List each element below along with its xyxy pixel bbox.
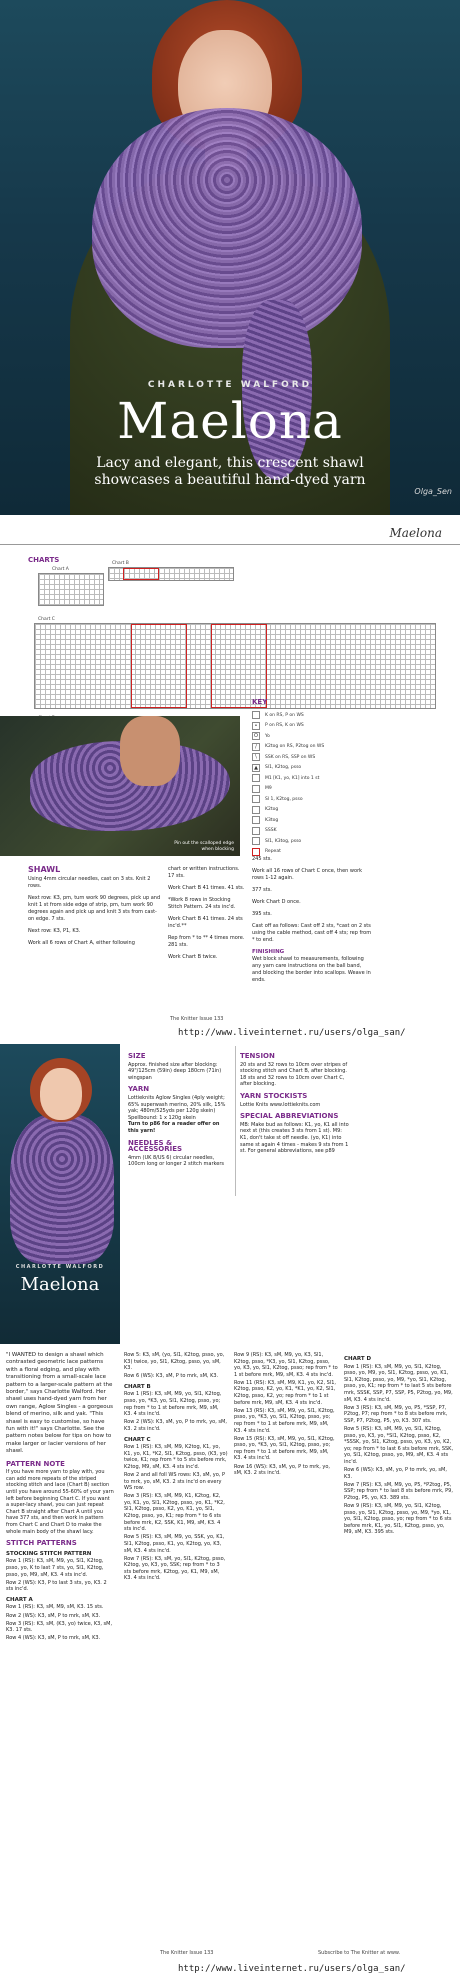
instruction-line: Cast off as follows: Cast off 2 sts, *cast on 2 sts using the cable method, cast off 4 sts; rep from * to end.: [252, 923, 372, 943]
shawl-image: [10, 1114, 114, 1264]
chart-c-label: Chart C: [38, 617, 55, 622]
chartd-heading: CHART D: [344, 1356, 372, 1362]
chart-a-grid: [38, 573, 104, 606]
cover-photo: [0, 0, 460, 515]
tension-column: [240, 1048, 350, 1155]
shawl-instructions: [28, 866, 163, 952]
instruction-row: Row 9 (RS): K3, sM, M9, yo, K3, Sl1, K2tog, psso, *K3, yo, Sl1, K2tog, psso, yo, K3, yo, Sl1, K2tog, psso; rep from * to 1 st before mrk, M9, sM, K3. 4 sts inc'd.: [234, 1352, 338, 1378]
chartc-heading: CHART C: [124, 1436, 151, 1443]
key-item: O Yo: [252, 731, 452, 742]
designer-quote: "I WANTED to design a shawl which contrasted geometric lace patterns with a floral edging, and play with transitioning from a small-scale lace pattern to a larger-scale pattern at the border," says Charlotte Walford. Her shawl uses hand-dyed yarn from her own range, Aglow Singles - a gorgeous blend of merino, silk and yak. "This shawl is easy to customise, so have fun with it!" says Charlotte. See the pattern notes below for tips on how to make larger or lacier versions of her shawl.: [6, 1352, 113, 1455]
source-url[interactable]: http://www.liveinternet.ru/users/olga_san/: [178, 1964, 406, 1974]
next-row-2: Next row: K3, P1, K3.: [28, 928, 81, 934]
instruction-row: Row 5 (RS): K3, sM, M9, yo, Sl1, K2tog, psso, yo, K3, yo, *Sl1, K2tog, psso, K2, *SSSK, yo, Sl1, K2tog, psso, yo, K3, yo, K2, yo; rep from * to last 6 sts before mrk, SSK, yo, Sl1, K2tog, psso, yo, M9, sM, K3. 4 sts inc'd.: [344, 1425, 454, 1465]
key-item: M9: [252, 784, 452, 795]
key-item: Sl 1, K2tog, psso: [252, 794, 452, 805]
stocking-heading: STOCKING STITCH PATTERN: [6, 1550, 92, 1557]
key-item: K on RS, P on WS: [252, 710, 452, 721]
key-item: / K2tog on RS, P2tog on WS: [252, 742, 452, 753]
instruction-row: Row 6 (WS): K3, sM, P to mrk, sM, K3.: [124, 1373, 219, 1380]
charts-page: [0, 516, 460, 1044]
shawl-tail-image: [242, 300, 312, 480]
instruction-row: Row 3 (RS): K3, sM, M9, K1, K2tog, K2, yo, K1, yo, Sl1, K2tog, psso, yo, K1, *K2, Sl1, K2tog, psso, K2, yo, K1, yo, Sl1, K2tog, psso, yo, K1; rep from * to 6 sts before mrk, K2, SSK, K1, M9, sM, K3. 4 sts inc'd.: [124, 1493, 225, 1533]
instruction-row: Row 3 (RS): K3, sM, M9, yo, P5, *SSP, P7, P2tog, P7; rep from * to 8 sts before mrk, SSP, P7, P2tog, P5, yo, K3. 307 sts.: [344, 1404, 448, 1424]
source-url[interactable]: http://www.liveinternet.ru/users/olga_san/: [178, 1028, 406, 1038]
running-head: Maelona: [389, 526, 442, 540]
key-item: \ SSK on RS, SSP on WS: [252, 752, 452, 763]
instruction-row: Row 1 (RS): K3, sM, M9, sM, K3. 15 sts.: [6, 1604, 104, 1611]
instruction-row: Row 3 (RS): K3, sM, (K3, yo) twice, K3, sM, K3. 17 sts.: [6, 1620, 113, 1634]
instruction-row: Row 2 (WS): K3, P to last 3 sts, yo, K3. 2 sts inc'd.: [6, 1579, 107, 1593]
abbr-heading: SPECIAL ABBREVIATIONS: [240, 1112, 339, 1121]
repeat-box: [131, 624, 187, 708]
watermark: Olga_Sen: [414, 487, 452, 496]
model-image: [120, 716, 180, 786]
stockists-heading: YARN STOCKISTS: [240, 1091, 308, 1100]
instruction-line: *Work 8 rows in Stocking Stitch Pattern. 24 sts inc'd.: [168, 897, 236, 910]
photo-caption: Pin out the scalloped edge when blocking: [174, 841, 234, 852]
chart-d-column: [344, 1352, 454, 1537]
instruction-row: Row 5: K3, sM, (yo, Sl1, K2tog, psso, yo, K3) twice, yo, Sl1, K2tog, psso, yo, sM, K3.: [124, 1352, 225, 1372]
shawl-instructions-right: [252, 856, 372, 989]
page-footer: The Knitter Issue 133: [160, 1950, 214, 1956]
work-all: Work all 6 rows of Chart A, either following: [28, 940, 135, 946]
key-list: [252, 710, 452, 857]
shawl-intro: Using 4mm circular needles, cast on 3 sts. Knit 2 rows.: [28, 876, 151, 889]
key-item: K3tog: [252, 815, 452, 826]
finishing-heading: FINISHING: [252, 949, 285, 955]
instruction-line: 395 sts.: [252, 911, 272, 917]
instruction-row: Row 5 (RS): K3, sM, M9, yo, SSK, yo, K1, Sl1, K2tog, psso, K1, yo, K2tog, yo, K3, sM, K3. 4 sts inc'd.: [124, 1534, 225, 1554]
chartb-heading: CHART B: [124, 1383, 151, 1390]
size-heading: SIZE: [128, 1052, 146, 1060]
chart-b-grid: [108, 567, 234, 581]
instruction-row: Row 2 and all foll WS rows: K3, sM, yo, P to mrk, yo, sM, K3. 2 sts inc'd on every WS row.: [124, 1472, 226, 1492]
instruction-row: Row 7 (RS): K3, sM, yo, Sl1, K2tog, psso, K2tog, yo, K3, yo, SSK; rep from * to 3 sts before mrk, K2tog, yo, K1, M9, sM, K3. 4 sts inc'd.: [124, 1555, 226, 1582]
instruction-row: Row 7 (RS): K3, sM, M9, yo, P5, *P2tog, P5, SSP; rep from * to last 8 sts before mrk, P9, P2tog, P5, yo, K3. 389 sts.: [344, 1481, 453, 1501]
tension-text: 20 sts and 32 rows to 10cm over stripes of stocking stitch and Chart B, after blocking. 18 sts and 32 rows to 10cm over Chart C, after blocking.: [240, 1061, 348, 1088]
instruction-row: Row 15 (RS): K3, sM, M9, yo, Sl1, K2tog, psso, yo, *K3, yo, Sl1, K2tog, psso, yo; rep from * to 1 st before mrk, M9, sM, K3. 4 sts inc'd.: [234, 1435, 335, 1462]
instruction-line: Work all 16 rows of Chart C once, then work rows 1-12 again.: [252, 868, 363, 881]
instruction-row: Row 13 (RS): K3, sM, M9, yo, Sl1, K2tog, psso, yo, *K3, yo, Sl1, K2tog, psso, yo; rep from * to 1 st before mrk, M9, sM, K3. 4 sts inc'd.: [234, 1407, 335, 1434]
chart-b-column: [124, 1352, 228, 1584]
instruction-line: chart or written instructions. 17 sts.: [168, 866, 240, 879]
key-item: Repeat: [252, 847, 452, 858]
repeat-box: [123, 568, 159, 580]
yarn-text-2: Spellbound: 1 x 120g skein: [128, 1114, 196, 1121]
shawl-image: [92, 108, 362, 348]
pattern-page: [0, 1044, 460, 1980]
chart-b-label: Chart B: [112, 561, 129, 566]
chart-c-column: [234, 1352, 338, 1478]
needles-text: 4mm (UK 8/US 6) circular needles, 100cm long or longer 2 stitch markers: [128, 1154, 224, 1168]
instruction-row: Row 2 (WS): K3, sM, yo, P to mrk, yo, sM, K3. 2 sts inc'd.: [124, 1419, 227, 1432]
pattern-title: Maelona: [117, 392, 343, 450]
instruction-row: Row 1 (RS): K3, sM, M9, yo, Sl1, K2tog, psso, yo, K to last 7 sts, yo, Sl1, K2tog, psso, yo, M9, sM, K3. 4 sts inc'd.: [6, 1558, 104, 1578]
instruction-row: Row 4 (WS): K3, sM, P to mrk, sM, K3.: [6, 1635, 101, 1642]
yarn-text: Lottieknits Aglow Singles (4ply weight; 65% superwash merino, 20% silk, 15% yak; 480m/525yds per 120g skein): [128, 1094, 226, 1115]
tension-heading: TENSION: [240, 1052, 275, 1060]
stockists-text: Lottie Knits www.lottieknits.com: [240, 1101, 321, 1108]
chart-a-label: Chart A: [52, 567, 69, 572]
instruction-row: Row 9 (RS): K3, sM, M9, yo, Sl1, K2tog, psso, yo, Sl1, K2tog, psso, yo, M9, *yo, K1, yo, Sl1, K2tog, psso, yo; rep from * to 6 sts before mrk, K1, yo, Sl1, K2tog, psso, yo, M9, sM, K3. 395 sts.: [344, 1502, 452, 1536]
next-row-1: Next row: K3, pm, turn work 90 degrees, pick up and knit 1 st from side edge of strip, pm, turn work 90 degrees again and pick up and knit 3 sts from cast-on edge. 7 sts.: [28, 895, 161, 922]
stitch-heading: STITCH PATTERNS: [6, 1539, 77, 1548]
model-photo: [0, 1044, 120, 1344]
size-column: [128, 1048, 228, 1168]
designer-byline: CHARLOTTE WALFORD: [147, 380, 313, 390]
intro-column: [6, 1352, 114, 1643]
notes-heading: PATTERN NOTE: [6, 1459, 65, 1468]
needles-heading: NEEDLES & ACCESSORIES: [128, 1138, 183, 1154]
shawl-instructions-mid: [168, 866, 246, 966]
shawl-heading: SHAWL: [28, 865, 61, 874]
key-item: ▲ Sl1, K2tog, psso: [252, 763, 452, 774]
photo-title: Maelona: [20, 1274, 100, 1295]
instruction-line: Work Chart B twice.: [168, 954, 218, 960]
key-item: • P on RS, K on WS: [252, 721, 452, 732]
abbr-text: MB: Make bud as follows: K1, yo, K1 all into next st (this creates 3 sts from 1 st). M9: K1, don't take st off needle. (yo, K1) into same st again 4 times - makes 9 sts from 1 st. For general abbreviations, see p89: [240, 1121, 349, 1155]
instruction-row: Row 1 (RS): K3, sM, M9, K2tog, K1, yo, K1, yo, K1, *K2, Sl1, K2tog, psso, (K3, yo) twice, K1; rep from * to 5 sts before mrk, K2tog, M9, sM, K3. 4 sts inc'd.: [124, 1444, 228, 1470]
key-item: M1 [K1, yo, K1] into 1 st: [252, 773, 452, 784]
chart-c-grid: [34, 623, 436, 709]
charta-heading: CHART A: [6, 1596, 33, 1603]
repeat-box: [211, 624, 267, 708]
yarn-offer: Turn to p86 for a reader offer on this yarn!: [128, 1121, 220, 1134]
instruction-row: Row 1 (RS): K3, sM, M9, yo, Sl1, K2tog, psso, yo, M9, yo, Sl1, K2tog, psso, yo, K1, Sl1, K2tog, psso, yo, M9, *yo, Sl1, K2tog, psso, yo, K1; rep from * to last 5 sts before mrk, SSSK, SSP, P7, SSP, P5, P2tog, yo, M9, sM, K3. 4 sts inc'd.: [344, 1363, 453, 1403]
yarn-heading: YARN: [128, 1085, 150, 1094]
instruction-line: Rep from * to ** 4 times more. 281 sts.: [168, 935, 245, 948]
key-heading: KEY: [252, 698, 268, 706]
subscribe-footer: Subscribe to The Knitter at www.: [318, 1950, 401, 1956]
instruction-line: 245 sts.: [252, 856, 272, 862]
key-item: K2tog: [252, 805, 452, 816]
instruction-line: 377 sts.: [252, 887, 272, 893]
instruction-row: Row 16 (WS): K3, sM, yo, P to mrk, yo, sM, K3. 2 sts inc'd.: [234, 1463, 330, 1477]
model-face: [40, 1068, 82, 1120]
shawl-photo: [0, 716, 240, 856]
photo-byline: CHARLOTTE WALFORD: [15, 1264, 105, 1270]
instruction-line: Work Chart B 41 times. 24 sts inc'd.**: [168, 916, 243, 929]
instruction-line: Work Chart D once.: [252, 899, 301, 905]
key-item: Sl1, K3tog, psso: [252, 836, 452, 847]
instruction-line: Work Chart B 41 times. 41 sts.: [168, 885, 245, 891]
header-rule: [0, 544, 460, 545]
pattern-subtitle: Lacy and elegant, this crescent shawl showcases a beautiful hand-dyed yarn: [94, 455, 366, 488]
column-divider: [235, 1046, 236, 1196]
instruction-row: Row 1 (RS): K3, sM, M9, yo, Sl1, K2tog, psso, yo, *K3, yo, Sl1, K2tog, psso, yo; rep from * to 1 st before mrk, M9, sM, K3. 4 sts inc'd.: [124, 1391, 222, 1418]
instruction-row: Row 6 (WS): K3, sM, yo, P to mrk, yo, sM, K3.: [344, 1467, 447, 1480]
finishing-text: Wet block shawl to measurements, following any yarn care instructions on the ball band, and blocking the border into scallops. Weave in ends.: [252, 956, 371, 983]
key-item: SSSK: [252, 826, 452, 837]
size-text: Approx. finished size after blocking: 49"/125cm (59in) deep 180cm (71in) wingspan: [128, 1061, 222, 1081]
instruction-row: Row 11 (RS): K3, sM, M9, K1, yo, K2, Sl1, K2tog, psso, K2, yo, K1, *K1, yo, K2, Sl1, K2tog, psso, K2, yo; rep from * to 1 st before mrk, M9, sM, K3. 4 sts inc'd.: [234, 1379, 336, 1406]
instruction-row: Row 2 (WS): K3, sM, P to mrk, sM, K3.: [6, 1612, 101, 1619]
charts-heading: CHARTS: [28, 556, 60, 564]
notes-text: If you have more yarn to play with, you can add more repeats of the striped stocking stitch and lace (Chart B) section until you have around 55-60% of your yarn left before beginning Chart C. If you want a super-lacy shawl, you can just repeat Chart B straight after Chart A until you have 377 sts, and then work in pattern from Chart C and Chart D to make the whole main body of the shawl lacy.: [6, 1469, 114, 1535]
page-footer: The Knitter Issue 133: [170, 1016, 224, 1022]
